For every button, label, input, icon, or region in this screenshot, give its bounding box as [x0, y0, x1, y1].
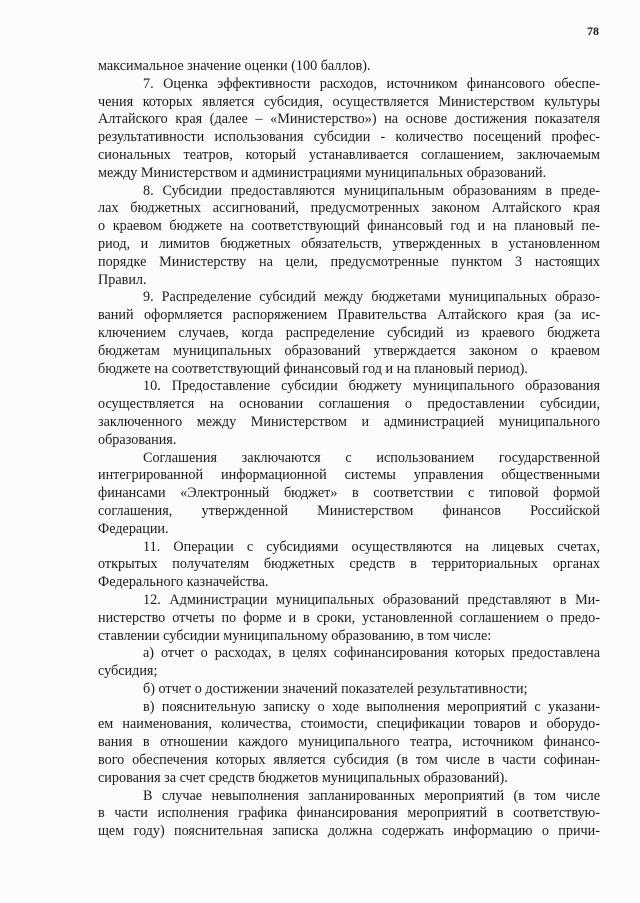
text-line: порядке Министерству на цели, предусмотренные пунктом 3 настоящих — [98, 253, 600, 270]
text-line: 9. Распределение субсидий между бюджетами муниципальных образо- — [143, 289, 600, 306]
text-line: о краевом бюджете на соответствующий финансовый год и на плановый пе- — [98, 218, 600, 235]
text-line: заключенного между Министерством и администрацией муниципального — [98, 413, 600, 430]
text-line: бюджетам муниципальных образований утверждается законом о краевом — [98, 342, 600, 359]
text-line: максимальное значение оценки (100 баллов). — [98, 58, 371, 74]
text-line: Федерации. — [98, 520, 169, 537]
text-line: щем году) пояснительная записка должна содержать информацию о причи- — [98, 823, 600, 840]
text-line: 8. Субсидии предоставляются муниципальным образованиям в преде- — [143, 182, 600, 199]
text-line: риод, и лимитов бюджетных обязательств, утвержденных в установленном — [98, 235, 600, 252]
text-line: образования. — [98, 431, 177, 448]
text-line: результативности использования субсидии - количество посещений профес- — [98, 129, 600, 146]
text-line: Алтайского края (далее – «Министерство») на основе достижения показателя — [98, 111, 600, 128]
text-line: Соглашения заключаются с использованием государственной — [143, 449, 600, 466]
text-line: чения которых является субсидия, осуществляется Министерством культуры — [98, 93, 600, 110]
document-body — [98, 58, 600, 841]
text-line: 11. Операции с субсидиями осуществляются на лицевых счетах, — [143, 538, 600, 555]
text-line: ем наименования, количества, стоимости, спецификации товаров и оборудо- — [98, 716, 600, 733]
text-line: а) отчет о расходах, в целях софинансирования которых предоставлена — [143, 645, 600, 662]
text-line: интегрированной информационной системы управления общественными — [98, 467, 600, 484]
text-line: лах бюджетных ассигнований, предусмотренных законом Алтайского края — [98, 200, 600, 217]
text-line: соглашения, утвержденной Министерством финансов Российской — [98, 502, 600, 519]
text-line: 12. Администрации муниципальных образований представляют в Ми- — [143, 591, 600, 608]
text-line: 10. Предоставление субсидии бюджету муниципального образования — [143, 378, 600, 395]
text-line: сиональных театров, который устанавливается соглашением, заключаемым — [98, 146, 600, 163]
text-line: между Министерством и администрациями муниципальных образований. — [98, 164, 547, 181]
text-line: осуществляется на основании соглашения о предоставлении субсидии, — [98, 396, 600, 413]
text-line: 7. Оценка эффективности расходов, источником финансового обеспе- — [143, 75, 600, 92]
text-line: в части исполнения графика финансирования мероприятий в соответствую- — [98, 805, 600, 822]
text-line: нистерство отчеты по форме и в сроки, установленной соглашением о предо- — [98, 609, 600, 626]
text-line: Федерального казначейства. — [98, 574, 269, 591]
text-line: ставлении субсидии муниципальному образованию, в том числе: — [98, 627, 492, 644]
text-line: открытых получателям бюджетных средств в территориальных органах — [98, 556, 600, 573]
text-line: Правил. — [98, 271, 147, 288]
text-line: ваний оформляется распоряжением Правительства Алтайского края (за ис- — [98, 307, 600, 324]
text-line: б) отчет о достижении значений показателей результативности; — [143, 680, 528, 697]
text-line: в) пояснительную записку о ходе выполнения мероприятий с указани- — [143, 698, 600, 715]
text-line: бюджете на соответствующий финансовый год и на плановый период). — [98, 360, 528, 377]
text-line: вого обеспечения которых является субсидия (в том числе в части софинан- — [98, 752, 600, 769]
text-line: финансами «Электронный бюджет» в соответствии с типовой формой — [98, 485, 600, 502]
text-line: субсидия; — [98, 663, 158, 680]
page-number: 78 — [587, 24, 599, 38]
text-line: вания в отношении каждого муниципального театра, источником финансо- — [98, 734, 600, 751]
text-line: сирования за счет средств бюджетов муниципальных образований). — [98, 769, 508, 786]
text-line: В случае невыполнения запланированных мероприятий (в том числе — [143, 787, 600, 804]
text-line: ключением случаев, когда распределение субсидий из краевого бюджета — [98, 324, 600, 341]
